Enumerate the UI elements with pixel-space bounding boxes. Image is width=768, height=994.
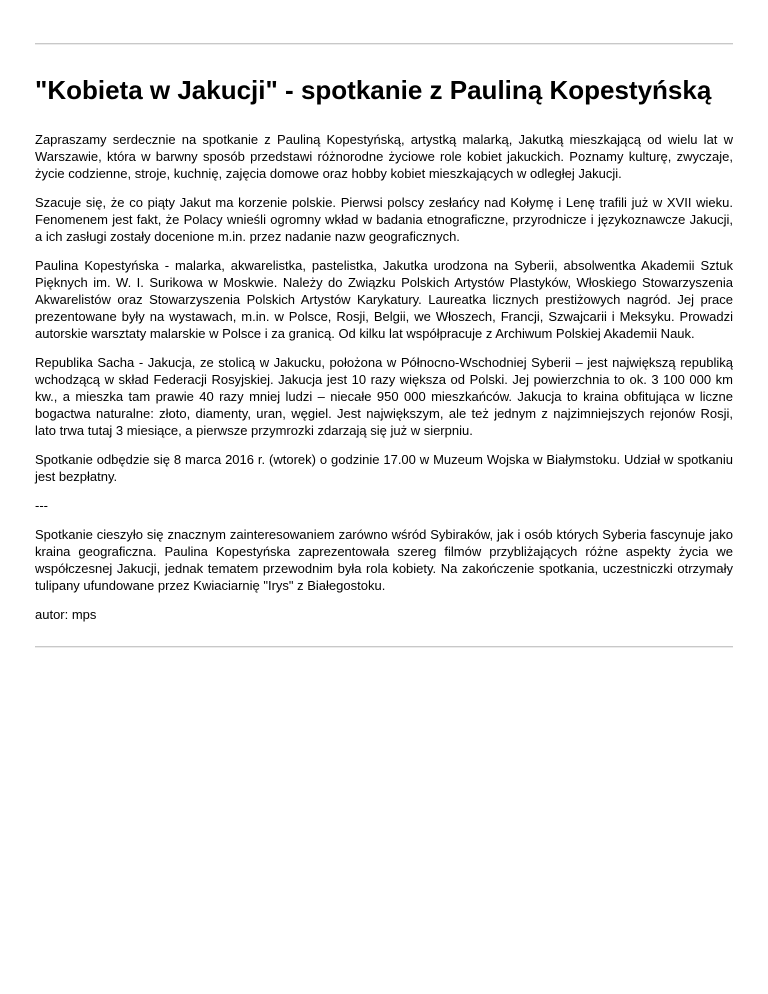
article-paragraph-intro: Zapraszamy serdecznie na spotkanie z Pauliną Kopestyńską, artystką malarką, Jakutką mieszkającą od wielu lat w Warszawie, która w barwny sposób przedstawi różnorodne życiowe role kobiet jakuckich. Poznamy kulturę, zwyczaje, życie codzienne, stroje, kuchnię, zajęcia domowe oraz hobby kobiet mieszkających w odległej Jakucji.: [35, 132, 733, 181]
article-title: "Kobieta w Jakucji" - spotkanie z Pauliną Kopestyńską: [35, 75, 712, 105]
article: [35, 74, 733, 635]
article-separator: ---: [35, 498, 48, 513]
article-paragraph-region: Republika Sacha - Jakucja, ze stolicą w Jakucku, położona w Północno-Wschodniej Syberii – jest największą republiką wchodzącą w skład Federacji Rosyjskiej. Jakucja jest 10 razy większa od Polski. Jej powierzchnia to ok. 3 100 000 km kw., a mieszka tam prawie 40 razy mniej ludzi – niecałe 950 000 mieszkańców. Jakucja to kraina obfitująca w liczne bogactwa naturalne: złoto, diamenty, uran, węgiel. Jest największym, ale też jednym z najzimniejszych rejonów Rosji, lato trwa tutaj 3 miesiące, a pierwsze przymrozki zdarzają się już w sierpniu.: [35, 355, 733, 438]
top-divider: [35, 43, 733, 45]
bottom-divider: [35, 646, 733, 648]
article-author: autor: mps: [35, 607, 97, 622]
article-paragraph-biography: Paulina Kopestyńska - malarka, akwarelistka, pastelistka, Jakutka urodzona na Syberii, absolwentka Akademii Sztuk Pięknych im. W. I. Surikowa w Moskwie. Należy do Związku Polskich Artystów Plastyków, Włoskiego Stowarzyszenia Akwarelistów oraz Stowarzyszenia Polskich Artystów Karykatury. Laureatka licznych prestiżowych nagród. Jej prace prezentowane były na wystawach, m.in. w Polsce, Rosji, Belgii, we Włoszech, Francji, Szwajcarii i Meksyku. Prowadzi autorskie warsztaty malarskie w Polsce i za granicą. Od kilku lat współpracuje z Archiwum Polskiej Akademii Nauk.: [35, 258, 733, 341]
article-paragraph-history: Szacuje się, że co piąty Jakut ma korzenie polskie. Pierwsi polscy zesłańcy nad Kołymę i Lenę trafili już w XVII wieku. Fenomenem jest fakt, że Polacy wnieśli ogromny wkład w badania etnograficzne, przyrodnicze i językoznawcze Jakucji, a ich zasługi zostały docenione m.in. przez nadanie nazw geograficznych.: [35, 195, 733, 244]
article-paragraph-event-details: Spotkanie odbędzie się 8 marca 2016 r. (wtorek) o godzinie 17.00 w Muzeum Wojska w Białymstoku. Udział w spotkaniu jest bezpłatny.: [35, 452, 733, 484]
article-paragraph-summary: Spotkanie cieszyło się znacznym zainteresowaniem zarówno wśród Sybiraków, jak i osób których Syberia fascynuje jako kraina geograficzna. Paulina Kopestyńska zaprezentowała szereg filmów przybliżających różne aspekty życia we współczesnej Jakucji, jednak tematem przewodnim była rola kobiety. Na zakończenie spotkania, uczestniczki otrzymały tulipany ufundowane przez Kwiaciarnię "Irys" z Białegostoku.: [35, 527, 733, 593]
